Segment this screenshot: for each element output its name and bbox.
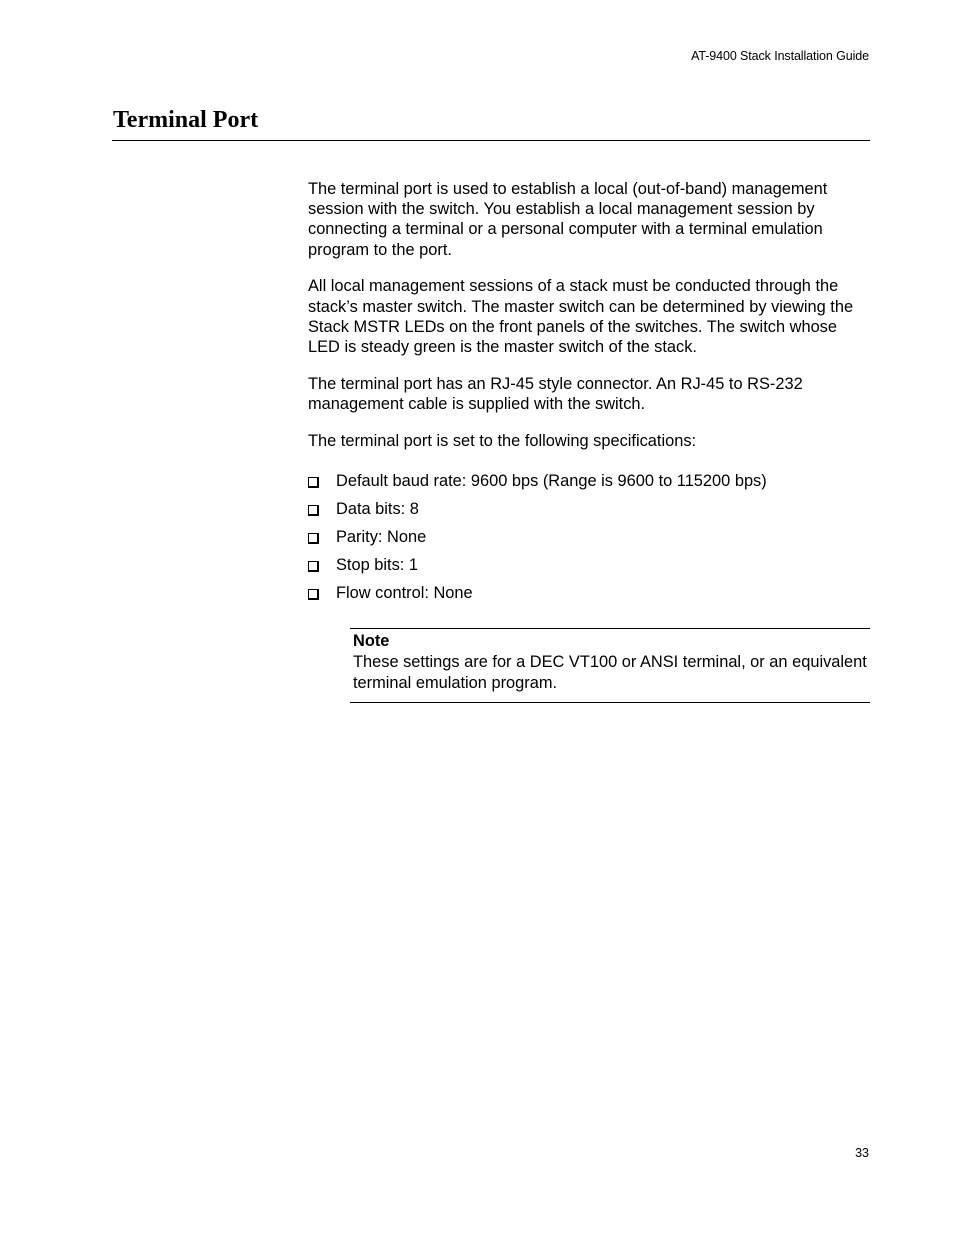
title-rule [112,140,870,141]
note-box [350,628,870,703]
paragraph-intro: The terminal port is used to establish a local (out-of-band) management session with the switch. You establish a local management session by connecting a terminal or a personal computer with a terminal emulation program to the port. [308,180,828,259]
running-header: AT-9400 Stack Installation Guide [691,49,869,63]
list-item [308,471,870,499]
spec-text: Flow control: None [336,583,473,602]
checkbox-bullet-icon [308,533,319,544]
paragraph-master-switch: All local management sessions of a stack must be conducted through the stack’s master switch. The master switch can be determined by viewing the Stack MSTR LEDs on the front panels of the switches. The switch whose LED is steady green is the master switch of the stack. [308,277,854,356]
spec-text: Stop bits: 1 [336,555,419,574]
paragraph-connector: The terminal port has an RJ-45 style connector. An RJ-45 to RS-232 management cable is supplied with the switch. [308,374,803,413]
spec-text: Data bits: 8 [336,499,419,518]
body-column [308,179,870,611]
checkbox-bullet-icon [308,505,319,516]
note-text: These settings are for a DEC VT100 or ANSI terminal, or an equivalent terminal emulation program. [353,653,867,692]
spec-text: Parity: None [336,527,427,546]
section-title: Terminal Port [113,107,259,133]
list-item [308,527,870,555]
note-heading: Note [353,632,390,650]
spec-list [308,471,870,611]
list-item [308,499,870,527]
checkbox-bullet-icon [308,561,319,572]
spec-text: Default baud rate: 9600 bps (Range is 9600 to 115200 bps) [336,471,767,490]
list-item [308,555,870,583]
page-number: 33 [855,1146,869,1160]
list-item [308,583,870,611]
checkbox-bullet-icon [308,477,319,488]
checkbox-bullet-icon [308,589,319,600]
paragraph-specs-intro: The terminal port is set to the following specifications: [308,431,697,450]
